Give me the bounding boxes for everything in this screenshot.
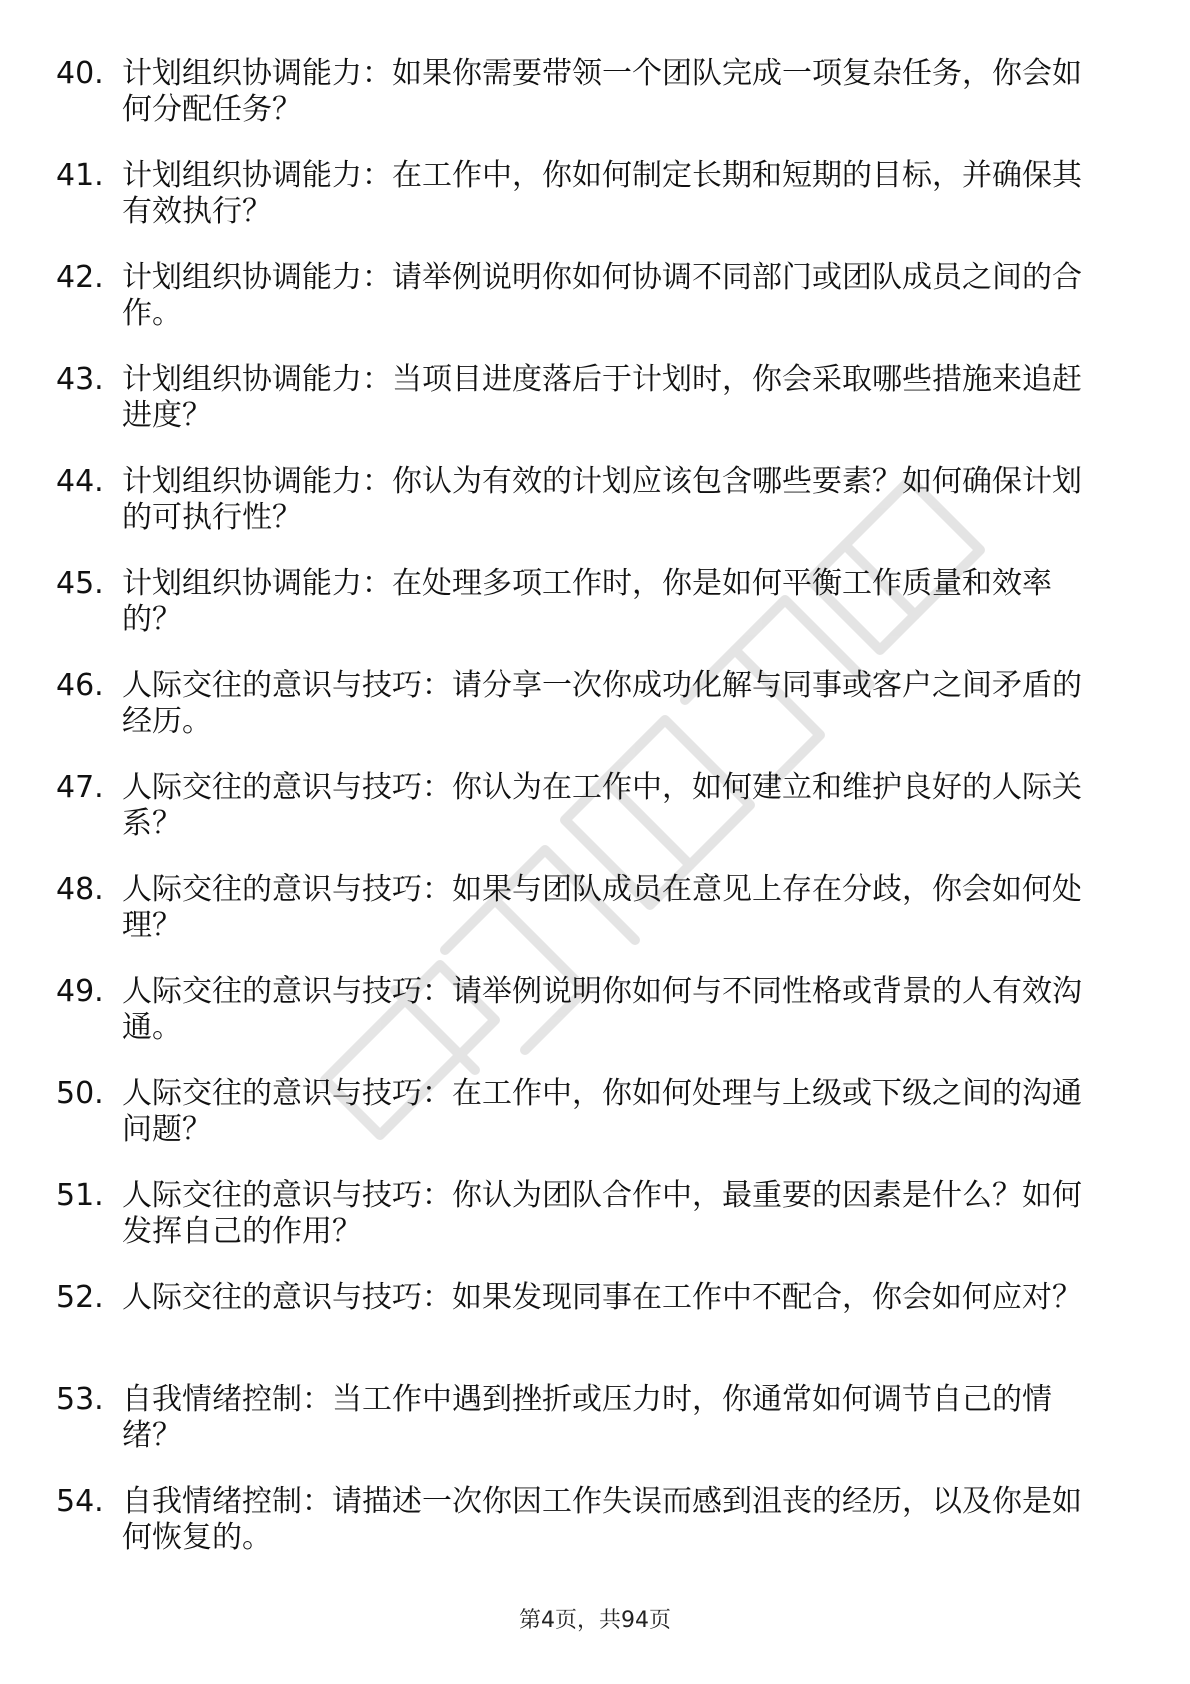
question-item bbox=[56, 566, 1106, 668]
question-text: 计划组织协调能力：请举例说明你如何协调不同部门或团队成员之间的合作。 bbox=[122, 260, 1082, 331]
question-number: 54. bbox=[56, 1484, 104, 1519]
question-number: 51. bbox=[56, 1178, 104, 1213]
page-footer bbox=[0, 1608, 1190, 1634]
question-number: 44. bbox=[56, 464, 104, 499]
question-item bbox=[56, 668, 1106, 770]
question-item bbox=[56, 464, 1106, 566]
question-text: 人际交往的意识与技巧：如果发现同事在工作中不配合，你会如何应对？ bbox=[122, 1280, 1082, 1315]
question-number: 50. bbox=[56, 1076, 104, 1111]
question-number: 40. bbox=[56, 56, 104, 91]
question-number: 42. bbox=[56, 260, 104, 295]
question-item bbox=[56, 1280, 1106, 1382]
question-item bbox=[56, 974, 1106, 1076]
question-number: 53. bbox=[56, 1382, 104, 1417]
question-item bbox=[56, 362, 1106, 464]
question-number: 45. bbox=[56, 566, 104, 601]
question-text: 人际交往的意识与技巧：你认为在工作中，如何建立和维护良好的人际关系？ bbox=[122, 770, 1082, 841]
question-item bbox=[56, 1178, 1106, 1280]
question-item bbox=[56, 1382, 1106, 1484]
question-text: 自我情绪控制：当工作中遇到挫折或压力时，你通常如何调节自己的情绪？ bbox=[122, 1382, 1052, 1453]
question-item bbox=[56, 56, 1106, 158]
question-text: 计划组织协调能力：在工作中，你如何制定长期和短期的目标，并确保其有效执行？ bbox=[122, 158, 1082, 229]
question-number: 49. bbox=[56, 974, 104, 1009]
question-list bbox=[56, 56, 1106, 1586]
question-text: 人际交往的意识与技巧：你认为团队合作中，最重要的因素是什么？如何发挥自己的作用？ bbox=[122, 1178, 1082, 1249]
question-number: 47. bbox=[56, 770, 104, 805]
question-number: 48. bbox=[56, 872, 104, 907]
question-number: 41. bbox=[56, 158, 104, 193]
question-item bbox=[56, 158, 1106, 260]
question-text: 人际交往的意识与技巧：在工作中，你如何处理与上级或下级之间的沟通问题？ bbox=[122, 1076, 1082, 1147]
question-text: 人际交往的意识与技巧：请分享一次你成功化解与同事或客户之间矛盾的经历。 bbox=[122, 668, 1082, 739]
question-text: 计划组织协调能力：在处理多项工作时，你是如何平衡工作质量和效率的？ bbox=[122, 566, 1052, 637]
question-text: 人际交往的意识与技巧：请举例说明你如何与不同性格或背景的人有效沟通。 bbox=[122, 974, 1082, 1045]
question-text: 人际交往的意识与技巧：如果与团队成员在意见上存在分歧，你会如何处理？ bbox=[122, 872, 1082, 943]
question-text: 计划组织协调能力：当项目进度落后于计划时，你会采取哪些措施来追赶进度？ bbox=[122, 362, 1082, 433]
question-item bbox=[56, 260, 1106, 362]
question-text: 计划组织协调能力：如果你需要带领一个团队完成一项复杂任务，你会如何分配任务？ bbox=[122, 56, 1082, 127]
question-item bbox=[56, 1484, 1106, 1586]
question-text: 计划组织协调能力：你认为有效的计划应该包含哪些要素？如何确保计划的可执行性？ bbox=[122, 464, 1082, 535]
question-number: 46. bbox=[56, 668, 104, 703]
page-number-label: 第4页，共94页 bbox=[519, 1608, 671, 1633]
question-item bbox=[56, 770, 1106, 872]
question-item bbox=[56, 1076, 1106, 1178]
question-text: 自我情绪控制：请描述一次你因工作失误而感到沮丧的经历，以及你是如何恢复的。 bbox=[122, 1484, 1082, 1555]
question-number: 43. bbox=[56, 362, 104, 397]
question-number: 52. bbox=[56, 1280, 104, 1315]
question-item bbox=[56, 872, 1106, 974]
